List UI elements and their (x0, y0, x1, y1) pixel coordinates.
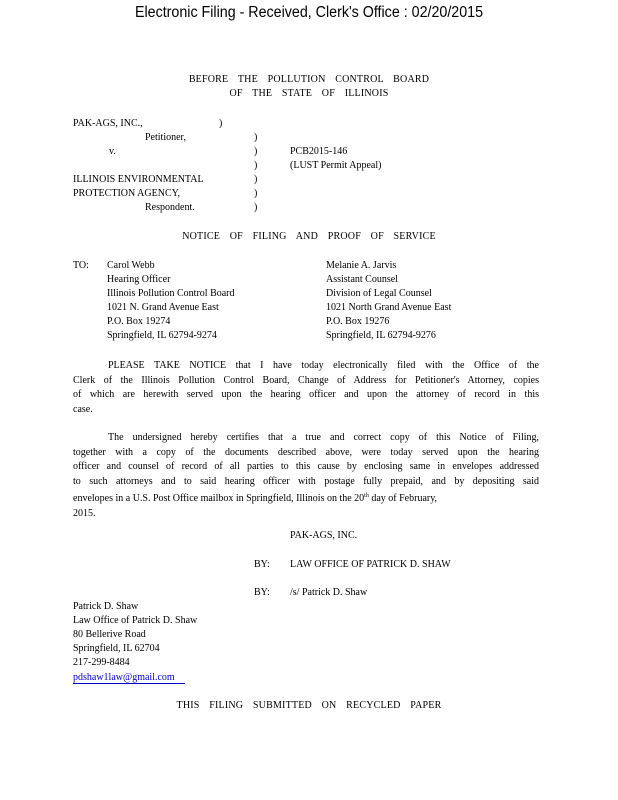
attorney-phone: 217-299-8484 (73, 657, 130, 668)
board-heading-line2: OF THE STATE OF ILLINOIS (229, 88, 389, 99)
paragraph-line: to such attorneys and to said hearing officer with postage fully prepaid, and by depositing said (73, 475, 539, 487)
recipient-line: Hearing Officer (107, 274, 171, 285)
paragraph-line: PLEASE TAKE NOTICE that I have today electronically filed with the Office of the (108, 360, 539, 371)
certification-paragraph (73, 431, 539, 522)
respondent-role: Respondent. (145, 202, 195, 213)
paragraph-line: 2015. (73, 507, 96, 519)
caption-paren: ) (254, 174, 258, 185)
recycled-paper-footer: THIS FILING SUBMITTED ON RECYCLED PAPER (176, 700, 442, 711)
to-label: TO: (73, 260, 89, 271)
petitioner-name: PAK-AGS, INC., (73, 118, 143, 129)
caption-paren: ) (254, 202, 258, 213)
electronic-signature: /s/ Patrick D. Shaw (290, 587, 368, 598)
recipient-line: P.O. Box 19274 (107, 316, 171, 327)
by-label: BY: (254, 559, 270, 570)
respondent-line1: ILLINOIS ENVIRONMENTAL (73, 174, 204, 185)
recipient-line: P.O. Box 19276 (326, 316, 390, 327)
versus: v. (109, 146, 116, 157)
case-type: (LUST Permit Appeal) (290, 160, 382, 171)
caption-paren: ) (254, 188, 258, 199)
attorney-line: Patrick D. Shaw (73, 601, 139, 612)
by-label: BY: (254, 587, 270, 598)
recipient-line: Melanie A. Jarvis (326, 260, 397, 271)
recipient-line: Illinois Pollution Control Board (107, 288, 235, 299)
attorney-line: 80 Bellerive Road (73, 629, 146, 640)
electronic-filing-stamp: Electronic Filing - Received, Clerk's Office : 02/20/2015 (134, 4, 484, 21)
recipient-line: 1021 North Grand Avenue East (326, 302, 452, 313)
caption-paren: ) (219, 118, 223, 129)
petitioner-role: Petitioner, (145, 132, 186, 143)
paragraph-line: case. (73, 403, 93, 415)
paragraph-line: together with a copy of the documents described above, were today served upon the hearing (73, 446, 539, 458)
caption-paren: ) (254, 146, 258, 157)
case-number: PCB2015-146 (290, 146, 348, 157)
attorney-email-link[interactable]: pdshaw1law@gmail.com (73, 672, 185, 684)
signatory-firm: PAK-AGS, INC. (290, 530, 358, 541)
recipient-line: Carol Webb (107, 260, 155, 271)
paragraph-line: officer and counsel of record of all parties to this cause by enclosing same in envelopes addressed (73, 461, 539, 473)
notice-paragraph (73, 359, 539, 417)
recipient-line: Assistant Counsel (326, 274, 398, 285)
recipient-line: Springfield, IL 62794-9276 (326, 330, 436, 341)
paragraph-line: The undersigned hereby certifies that a true and correct copy of this Notice of Filing, (108, 432, 539, 443)
notice-title: NOTICE OF FILING AND PROOF OF SERVICE (182, 231, 436, 242)
date-text-after: day of February, (368, 493, 438, 505)
paragraph-line: of which are herewith served upon the hearing officer and upon the attorney of record in this (73, 389, 539, 401)
ordinal-suffix: th (364, 493, 369, 500)
attorney-line: Law Office of Patrick D. Shaw (73, 615, 198, 626)
respondent-line2: PROTECTION AGENCY, (73, 188, 181, 199)
paragraph-line: Clerk of the Illinois Pollution Control Board, Change of Address for Petitioner's Attorney, copies (73, 374, 539, 386)
caption-paren: ) (254, 132, 258, 143)
recipient-line: 1021 N. Grand Avenue East (107, 302, 219, 313)
paragraph-line (73, 489, 506, 507)
by-law-office: LAW OFFICE OF PATRICK D. SHAW (290, 559, 451, 570)
recipient-line: Division of Legal Counsel (326, 288, 432, 299)
recipient-line: Springfield, IL 62794-9274 (107, 330, 217, 341)
caption-paren: ) (254, 160, 258, 171)
attorney-line: Springfield, IL 62704 (73, 643, 160, 654)
board-heading-line1: BEFORE THE POLLUTION CONTROL BOARD (188, 74, 430, 85)
date-text-before: envelopes in a U.S. Post Office mailbox in Springfield, Illinois on the 20 (73, 493, 365, 505)
